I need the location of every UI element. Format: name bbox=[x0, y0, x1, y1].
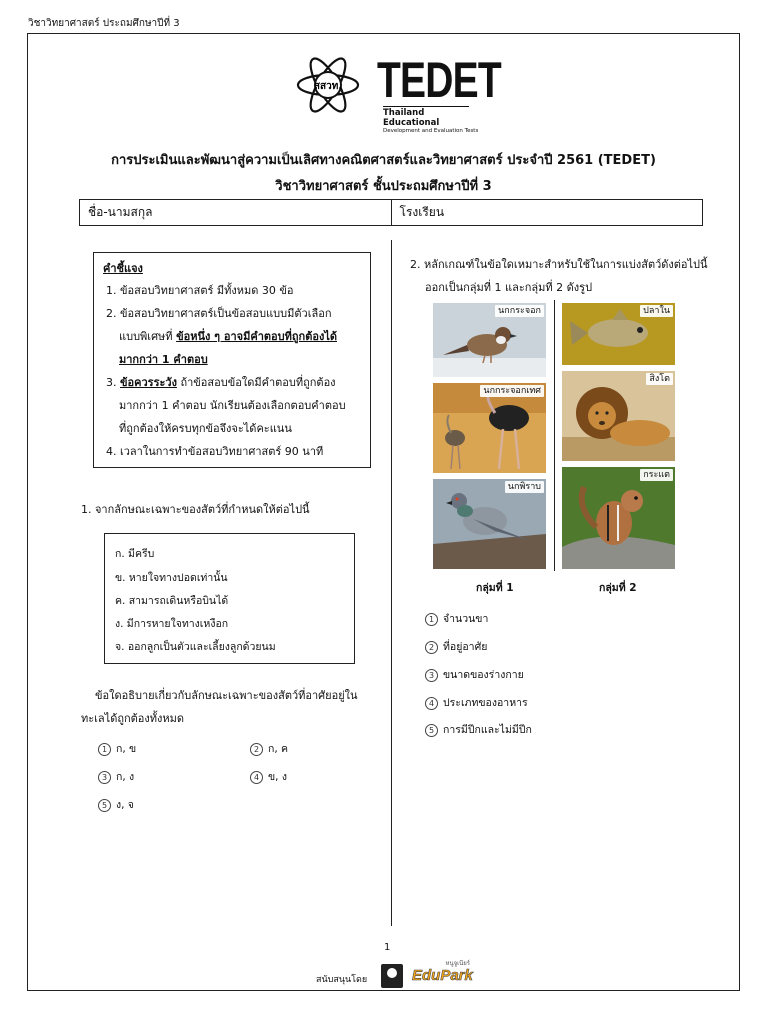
q2-choice-2[interactable] bbox=[425, 638, 487, 655]
group-divider bbox=[554, 300, 555, 571]
instruction-3 bbox=[106, 371, 336, 394]
running-head: วิชาวิทยาศาสตร์ ประถมศึกษาปีที่ 3 bbox=[28, 18, 180, 29]
edupark-logo-top: หนูจูเนียร์ bbox=[445, 960, 470, 967]
q1-condition: ค. สามารถเดินหรือบินได้ bbox=[115, 595, 229, 607]
instruction-1: 1. ข้อสอบวิทยาศาสตร์ มีทั้งหมด 30 ข้อ bbox=[106, 284, 294, 297]
choice-number-circle: 3 bbox=[425, 669, 438, 682]
q2-stem: 2. หลักเกณฑ์ในข้อใดเหมาะสำหรับใช้ในการแบ่งสัตว์ดังต่อไปนี้ bbox=[410, 258, 708, 271]
choice-text: ก, ง bbox=[116, 771, 135, 783]
chipmunk-photo bbox=[562, 467, 675, 569]
group-1-label: กลุ่มที่ 1 bbox=[476, 582, 514, 594]
animal-label: ปลาใน bbox=[640, 305, 673, 317]
animal-label: สิงโต bbox=[646, 373, 673, 385]
group-2-label: กลุ่มที่ 2 bbox=[599, 582, 637, 594]
q1-condition: ง. มีการหายใจทางเหงือก bbox=[115, 618, 229, 630]
instruction-3-line3: ที่ถูกต้องให้ครบทุกข้อจึงจะได้คะแนน bbox=[119, 422, 292, 435]
instruction-2-line2 bbox=[119, 325, 337, 348]
choice-text: ข, ง bbox=[268, 771, 287, 783]
name-field[interactable]: ชื่อ-นามสกุล bbox=[88, 205, 153, 219]
column-divider bbox=[391, 240, 392, 926]
choice-number-circle: 5 bbox=[98, 799, 111, 812]
choice-text: ประเภทของอาหาร bbox=[443, 697, 528, 709]
lion-photo bbox=[562, 371, 675, 461]
instruction-2-text: แบบพิเศษที่ bbox=[119, 330, 173, 343]
sponsor-label: สนับสนุนโดย bbox=[316, 975, 368, 985]
instruction-4: 4. เวลาในการทำข้อสอบวิทยาศาสตร์ 90 นาที bbox=[106, 445, 324, 458]
emblem-text: สสวท. bbox=[313, 81, 343, 92]
tedet-brand bbox=[377, 54, 536, 135]
choice-number-circle: 1 bbox=[425, 613, 438, 626]
brand-name: TEDET bbox=[377, 52, 501, 108]
q1-question-line2: ทะเลได้ถูกต้องทั้งหมด bbox=[81, 712, 185, 725]
brand-tagline: Development and Evaluation Tests bbox=[383, 128, 479, 134]
choice-text: การมีปีกและไม่มีปีก bbox=[443, 724, 532, 736]
sponsor-logo-1 bbox=[381, 964, 403, 988]
instructions-heading: คำชี้แจง bbox=[103, 262, 143, 275]
fish-photo bbox=[562, 303, 675, 365]
school-field[interactable]: โรงเรียน bbox=[391, 200, 703, 225]
instruction-3-line2: มากกว่า 1 คำตอบ นักเรียนต้องเลือกตอบคำตอบ bbox=[119, 399, 346, 412]
brand-subtitle: Thailand Educational bbox=[383, 106, 469, 128]
q1-choice-5[interactable] bbox=[98, 796, 134, 813]
edupark-logo-text: EduPark bbox=[412, 967, 473, 984]
choice-text: ก, ข bbox=[116, 743, 137, 755]
choice-text: ง, จ bbox=[116, 799, 134, 811]
pigeon-photo bbox=[433, 479, 546, 569]
q1-stem: 1. จากลักษณะเฉพาะของสัตว์ที่กำหนดให้ต่อไปนี้ bbox=[81, 503, 310, 516]
q1-question: ข้อใดอธิบายเกี่ยวกับลักษณะเฉพาะของสัตว์ที่อาศัยอยู่ใน bbox=[95, 689, 358, 702]
choice-number-circle: 4 bbox=[250, 771, 263, 784]
choice-number-circle: 2 bbox=[425, 641, 438, 654]
exam-title: การประเมินและพัฒนาสู่ความเป็นเลิศทางคณิตศาสตร์และวิทยาศาสตร์ ประจำปี 2561 (TEDET) bbox=[111, 153, 656, 168]
choice-text: จำนวนขา bbox=[443, 613, 489, 625]
sparrow-photo bbox=[433, 303, 546, 377]
choice-text: ที่อยู่อาศัย bbox=[443, 641, 488, 653]
choice-text: ขนาดของร่างกาย bbox=[443, 669, 524, 681]
q2-choice-5[interactable] bbox=[425, 721, 532, 738]
choice-number-circle: 3 bbox=[98, 771, 111, 784]
instruction-3-num: 3. bbox=[106, 376, 117, 389]
animal-label: นกพิราบ bbox=[505, 481, 544, 493]
instruction-2-emphasis: ข้อหนึ่ง ๆ อาจมีคำตอบที่ถูกต้องได้ bbox=[176, 330, 338, 343]
choice-number-circle: 4 bbox=[425, 697, 438, 710]
q1-condition: ก. มีครีบ bbox=[115, 548, 155, 560]
instruction-2-emphasis-2: มากกว่า 1 คำตอบ bbox=[119, 353, 208, 366]
page-number: 1 bbox=[384, 942, 391, 953]
instruction-3-warning: ข้อควรระวัง bbox=[120, 376, 177, 389]
exam-subtitle: วิชาวิทยาศาสตร์ ชั้นประถมศึกษาปีที่ 3 bbox=[275, 179, 492, 194]
q2-choice-1[interactable] bbox=[425, 610, 488, 627]
ostrich-photo bbox=[433, 383, 546, 473]
edupark-logo bbox=[412, 960, 473, 988]
q2-choice-4[interactable] bbox=[425, 694, 528, 711]
choice-text: ก, ค bbox=[268, 743, 289, 755]
animal-label: กระแต bbox=[640, 469, 673, 481]
instruction-3-text: ถ้าข้อสอบข้อใดมีคำตอบที่ถูกต้อง bbox=[180, 376, 336, 389]
choice-number-circle: 2 bbox=[250, 743, 263, 756]
choice-number-circle: 1 bbox=[98, 743, 111, 756]
q2-choice-3[interactable] bbox=[425, 666, 524, 683]
student-info-box bbox=[79, 199, 703, 226]
q1-choice-2[interactable] bbox=[250, 740, 288, 757]
animal-label: นกกระจอกเทศ bbox=[480, 385, 544, 397]
q1-condition: ข. หายใจทางปอดเท่านั้น bbox=[115, 572, 228, 584]
q1-condition: จ. ออกลูกเป็นตัวและเลี้ยงลูกด้วยนม bbox=[115, 641, 276, 653]
atom-emblem-logo bbox=[296, 50, 360, 120]
choice-number-circle: 5 bbox=[425, 724, 438, 737]
q1-choice-3[interactable] bbox=[98, 768, 134, 785]
animal-label: นกกระจอก bbox=[495, 305, 544, 317]
q1-choice-4[interactable] bbox=[250, 768, 287, 785]
q1-choice-1[interactable] bbox=[98, 740, 136, 757]
q2-stem-line2: ออกเป็นกลุ่มที่ 1 และกลุ่มที่ 2 ดังรูป bbox=[425, 281, 593, 294]
instruction-2: 2. ข้อสอบวิทยาศาสตร์เป็นข้อสอบแบบมีตัวเลือก bbox=[106, 307, 332, 320]
